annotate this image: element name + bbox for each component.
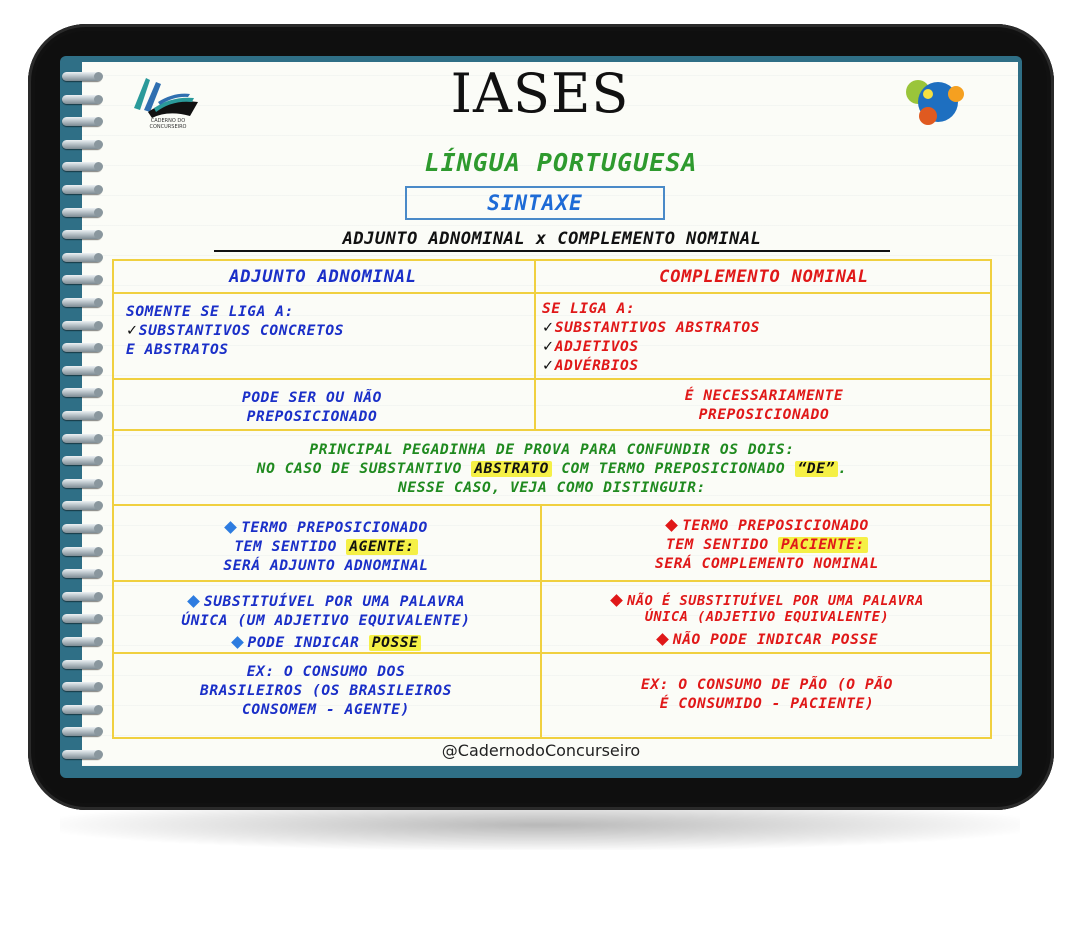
row-divider (112, 429, 992, 431)
spiral-ring (62, 727, 102, 736)
complemento-liga-item-text: ADVÉRBIOS (554, 358, 639, 374)
complemento-paciente-line: SERÁ COMPLEMENTO NOMINAL (655, 556, 879, 572)
spiral-ring (62, 614, 102, 623)
complemento-substituivel (542, 593, 992, 648)
complemento-paciente-text: TERMO PREPOSICIONADO (682, 518, 869, 534)
complemento-liga-item (542, 338, 982, 357)
pegadinha-text: . (837, 461, 848, 477)
complemento-paciente-line (542, 517, 992, 536)
spiral-ring (62, 660, 102, 669)
adjunto-liga-item-text: SUBSTANTIVOS CONCRETOS (138, 323, 345, 339)
row-divider (112, 580, 992, 582)
adjunto-preposicao-line: PREPOSICIONADO (246, 409, 378, 425)
check-icon: ✓ (126, 323, 139, 339)
complemento-substituivel-line: ÚNICA (ADJETIVO EQUIVALENTE) (644, 609, 890, 625)
adjunto-agente-line (112, 538, 540, 557)
pegadinha-line: NESSE CASO, VEJA COMO DISTINGUIR: (398, 480, 706, 496)
adjunto-preposicao-line: PODE SER OU NÃO (242, 390, 382, 406)
adjunto-exemplo-line: BRASILEIROS (OS BRASILEIROS (200, 683, 452, 699)
complemento-exemplo (542, 676, 992, 714)
highlight-de: “DE” (795, 461, 838, 477)
spiral-ring (62, 343, 102, 352)
complemento-paciente-line (542, 536, 992, 555)
adjunto-liga-intro: SOMENTE SE LIGA A: (126, 304, 294, 320)
comparison-heading: ADJUNTO ADNOMINAL x COMPLEMENTO NOMINAL (214, 229, 890, 252)
complemento-substituivel-line (542, 593, 992, 609)
spiral-ring (62, 298, 102, 307)
pegadinha-note (112, 441, 992, 498)
complemento-substituivel-text: NÃO É SUBSTITUÍVEL POR UMA PALAVRA (627, 593, 924, 609)
row-divider (112, 292, 992, 294)
adjunto-agente (112, 519, 540, 576)
highlight-agente: AGENTE: (346, 539, 417, 555)
diamond-icon (224, 521, 237, 534)
highlight-posse: POSSE (369, 635, 422, 651)
spiral-ring (62, 592, 102, 601)
complemento-liga-intro: SE LIGA A: (542, 301, 636, 317)
spiral-ring (62, 456, 102, 465)
complemento-preposicao-line: PREPOSICIONADO (698, 407, 830, 423)
adjunto-agente-line (112, 519, 540, 538)
adjunto-exemplo (112, 663, 540, 720)
complemento-paciente (542, 517, 992, 574)
adjunto-preposicao (112, 389, 512, 427)
adjunto-liga (126, 303, 526, 360)
subject-title: LÍNGUA PORTUGUESA (424, 148, 698, 177)
complemento-exemplo-line: EX: O CONSUMO DE PÃO (O PÃO (641, 677, 893, 693)
adjunto-agente-text: TEM SENTIDO (234, 539, 337, 555)
complemento-liga-item (542, 357, 982, 376)
spiral-ring (62, 547, 102, 556)
adjunto-substituivel-line (112, 593, 540, 612)
spiral-ring (62, 321, 102, 330)
spiral-ring (62, 434, 102, 443)
adjunto-substituivel-text: SUBSTITUÍVEL POR UMA PALAVRA (203, 594, 466, 610)
spiral-ring (62, 366, 102, 375)
adjunto-posse-line (112, 634, 540, 653)
highlight-paciente: PACIENTE: (778, 537, 868, 553)
adjunto-substituivel (112, 593, 540, 653)
spiral-ring (62, 637, 102, 646)
spiral-ring (62, 705, 102, 714)
adjunto-substituivel-line: ÚNICA (UM ADJETIVO EQUIVALENTE) (181, 613, 471, 629)
check-icon: ✓ (542, 358, 555, 374)
diamond-icon (187, 595, 200, 608)
spiral-ring (62, 230, 102, 239)
complemento-liga-item-text: ADJETIVOS (554, 339, 639, 355)
complemento-paciente-text: TEM SENTIDO (666, 537, 769, 553)
spiral-ring (62, 388, 102, 397)
spiral-ring (62, 682, 102, 691)
row-divider (112, 378, 992, 380)
page-title: IASES (450, 62, 630, 125)
adjunto-liga-item (126, 322, 526, 341)
spiral-ring (62, 208, 102, 217)
adjunto-agente-text: TERMO PREPOSICIONADO (241, 520, 428, 536)
complemento-preposicao-line: É NECESSARIAMENTE (684, 388, 844, 404)
spiral-ring (62, 185, 102, 194)
spiral-ring (62, 253, 102, 262)
complemento-liga (542, 300, 982, 376)
complemento-posse-line (542, 632, 992, 648)
spiral-ring (62, 569, 102, 578)
header-adjunto: ADJUNTO ADNOMINAL (229, 267, 417, 287)
pegadinha-line: PRINCIPAL PEGADINHA DE PROVA PARA CONFUNDIR OS DOIS: (309, 442, 795, 458)
logo-caption: CADERNO DO CONCURSEIRO (149, 118, 187, 130)
pegadinha-text: COM TERMO PREPOSICIONADO (561, 461, 786, 477)
adjunto-liga-item: E ABSTRATOS (126, 342, 229, 358)
diamond-icon (665, 519, 678, 532)
header-complemento: COMPLEMENTO NOMINAL (659, 267, 869, 287)
diamond-icon (656, 633, 669, 646)
spiral-ring (62, 524, 102, 533)
topic-box: SINTAXE (405, 186, 665, 220)
diamond-icon (231, 636, 244, 649)
adjunto-exemplo-line: EX: O CONSUMO DOS (246, 664, 406, 680)
highlight-abstrato: ABSTRATO (471, 461, 552, 477)
adjunto-exemplo-line: CONSOMEM - AGENTE) (242, 702, 410, 718)
diamond-icon (610, 594, 623, 607)
row-divider (112, 504, 992, 506)
footer-handle: @CadernodoConcurseiro (441, 741, 641, 760)
spiral-ring (62, 275, 102, 284)
adjunto-agente-line: SERÁ ADJUNTO ADNOMINAL (223, 558, 429, 574)
adjunto-posse-text: PODE INDICAR (247, 635, 360, 651)
complemento-preposicao (536, 387, 992, 425)
pegadinha-text: NO CASO DE SUBSTANTIVO (256, 461, 462, 477)
complemento-liga-item (542, 319, 982, 338)
complemento-liga-item-text: SUBSTANTIVOS ABSTRATOS (554, 320, 761, 336)
spiral-ring (62, 501, 102, 510)
complemento-exemplo-line: É CONSUMIDO - PACIENTE) (659, 696, 875, 712)
complemento-posse-text: NÃO PODE INDICAR POSSE (672, 632, 879, 648)
pegadinha-line (112, 460, 992, 479)
check-icon: ✓ (542, 339, 555, 355)
spiral-ring (62, 411, 102, 420)
check-icon: ✓ (542, 320, 555, 336)
spiral-ring (62, 479, 102, 488)
